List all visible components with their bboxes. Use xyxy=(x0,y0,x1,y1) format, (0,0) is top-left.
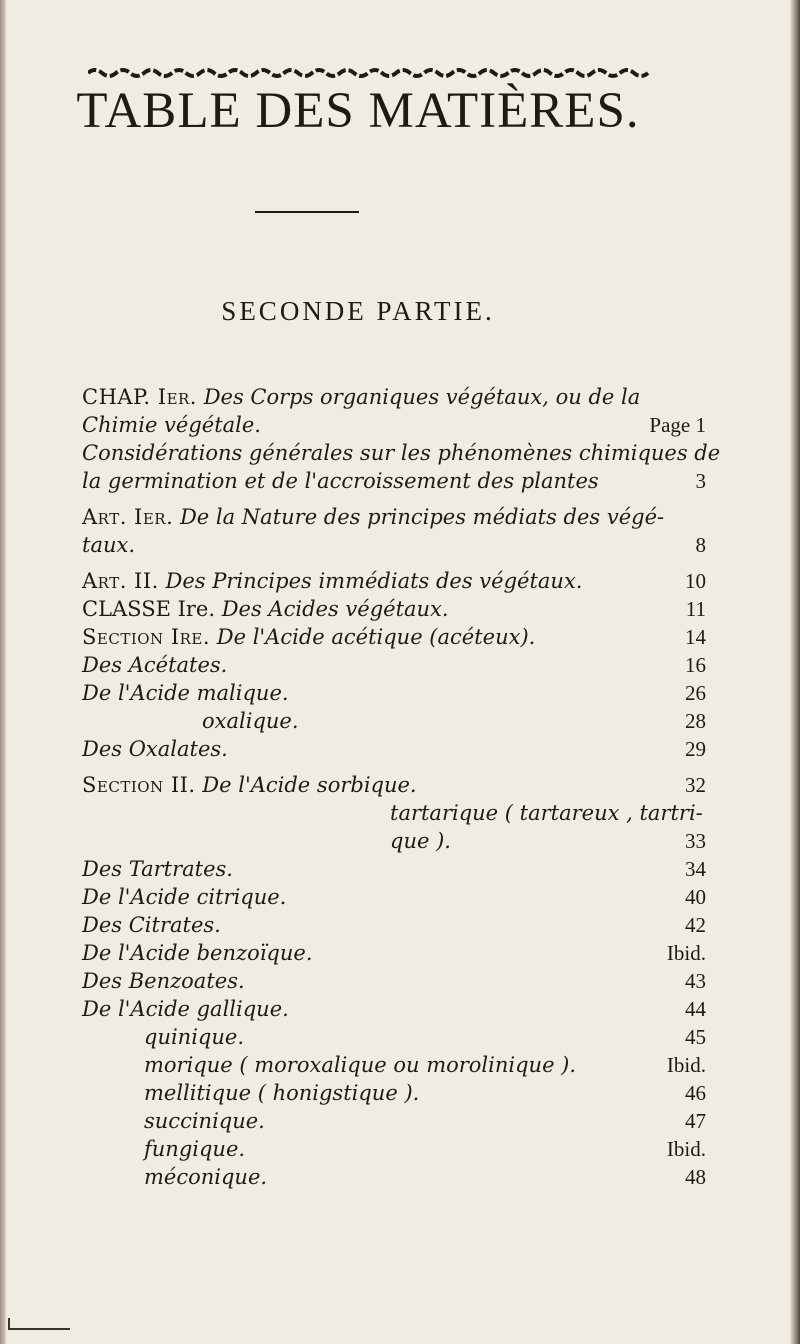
toc-text: De l'Acide acétique (acéteux). xyxy=(216,625,536,649)
toc-line xyxy=(82,995,706,1023)
toc-text: tartarique ( tartareux , tartri- xyxy=(390,801,703,825)
toc-line xyxy=(82,735,706,763)
toc-text: De l'Acide sorbique. xyxy=(202,773,417,797)
toc-line xyxy=(82,1051,706,1079)
toc-page: 26 xyxy=(685,681,706,705)
toc-page: 43 xyxy=(685,969,706,993)
toc-text: De la Nature des principes médiats des végé- xyxy=(179,505,665,529)
toc-page: 11 xyxy=(685,597,706,621)
toc-page: 40 xyxy=(685,885,706,909)
toc-lead: CHAP. Ier. xyxy=(82,385,197,409)
toc-text: Des Acétates. xyxy=(82,653,228,677)
ornament-border xyxy=(88,66,653,80)
toc-text: Considérations générales sur les phénomènes chimiques de xyxy=(82,441,721,465)
toc-text: De l'Acide gallique. xyxy=(82,997,289,1021)
toc-line xyxy=(82,531,706,559)
toc-line xyxy=(82,911,706,939)
toc-text: Des Principes immédiats des végétaux. xyxy=(165,569,583,593)
toc-text: oxalique. xyxy=(202,709,299,733)
toc-line xyxy=(82,707,706,735)
toc-text: succinique. xyxy=(144,1109,265,1133)
toc-text: Chimie végétale. xyxy=(82,413,261,437)
toc-page: 8 xyxy=(695,533,706,557)
toc-page: 29 xyxy=(685,737,706,761)
toc-page: 14 xyxy=(685,625,706,649)
toc-line xyxy=(82,1107,706,1135)
toc-lead: CLASSE Ire. xyxy=(82,597,216,621)
toc-text: Des Tartrates. xyxy=(82,857,233,881)
toc-line xyxy=(82,623,706,651)
toc-text: Des Citrates. xyxy=(82,913,221,937)
toc-page: 34 xyxy=(685,857,706,881)
toc-page: 10 xyxy=(685,569,706,593)
toc-line xyxy=(82,855,706,883)
toc-text: Des Acides végétaux. xyxy=(221,597,449,621)
page-title: TABLE DES MATIÈRES. xyxy=(76,83,640,139)
toc-text: taux. xyxy=(82,533,136,557)
toc-text: Des Benzoates. xyxy=(82,969,245,993)
toc-lead: Section II. xyxy=(82,773,196,797)
toc-text: fungique. xyxy=(144,1137,246,1161)
toc-lead: Art. II. xyxy=(82,569,159,593)
title-rule xyxy=(255,211,359,213)
toc-line xyxy=(82,1163,706,1191)
toc-page: 16 xyxy=(685,653,706,677)
toc-page: 42 xyxy=(685,913,706,937)
toc-lead: Art. Ier. xyxy=(82,505,174,529)
toc-page: 46 xyxy=(685,1081,706,1105)
toc-line xyxy=(82,771,706,799)
toc-text: la germination et de l'accroissement des plantes xyxy=(82,469,599,493)
toc-text: Des Oxalates. xyxy=(82,737,228,761)
toc-line xyxy=(82,939,706,967)
toc-line xyxy=(82,411,706,439)
toc-text: De l'Acide malique. xyxy=(82,681,289,705)
toc-page: 33 xyxy=(685,829,706,853)
toc-page: 32 xyxy=(685,773,706,797)
toc-line xyxy=(82,827,706,855)
toc-line xyxy=(82,467,706,495)
toc-line xyxy=(82,967,706,995)
toc-text: morique ( moroxalique ou morolinique ). xyxy=(144,1053,577,1077)
toc-text: que ). xyxy=(390,829,451,853)
part-heading: SECONDE PARTIE. xyxy=(221,296,495,326)
toc-page: Page 1 xyxy=(649,413,706,437)
toc-line xyxy=(82,595,706,623)
toc-line xyxy=(82,799,706,827)
toc-line xyxy=(82,567,706,595)
toc-text: mellitique ( honigstique ). xyxy=(144,1081,420,1105)
toc-text: Des Corps organiques végétaux, ou de la xyxy=(203,385,641,409)
toc-line xyxy=(82,1023,706,1051)
toc-page: 44 xyxy=(685,997,706,1021)
page-right-edge xyxy=(790,0,800,1344)
toc-line xyxy=(82,439,721,467)
toc-text: De l'Acide citrique. xyxy=(82,885,287,909)
toc-page: Ibid. xyxy=(666,1137,706,1161)
toc-page: Ibid. xyxy=(666,941,706,965)
table-of-contents xyxy=(82,383,721,1191)
toc-line xyxy=(82,1135,706,1163)
corner-mark xyxy=(8,1318,70,1330)
toc-line xyxy=(82,1079,706,1107)
toc-text: quinique. xyxy=(144,1025,244,1049)
toc-line xyxy=(82,503,706,531)
toc-text: méconique. xyxy=(144,1165,268,1189)
toc-line xyxy=(82,383,706,411)
toc-line xyxy=(82,679,706,707)
toc-page: 45 xyxy=(685,1025,706,1049)
toc-page: Ibid. xyxy=(666,1053,706,1077)
toc-page: 28 xyxy=(685,709,706,733)
toc-page: 47 xyxy=(685,1109,706,1133)
toc-text: De l'Acide benzoïque. xyxy=(82,941,313,965)
toc-page: 48 xyxy=(685,1165,706,1189)
toc-line xyxy=(82,883,706,911)
toc-line xyxy=(82,651,706,679)
page-left-edge xyxy=(0,0,6,1344)
toc-page: 3 xyxy=(695,469,706,493)
toc-lead: Section Ire. xyxy=(82,625,211,649)
